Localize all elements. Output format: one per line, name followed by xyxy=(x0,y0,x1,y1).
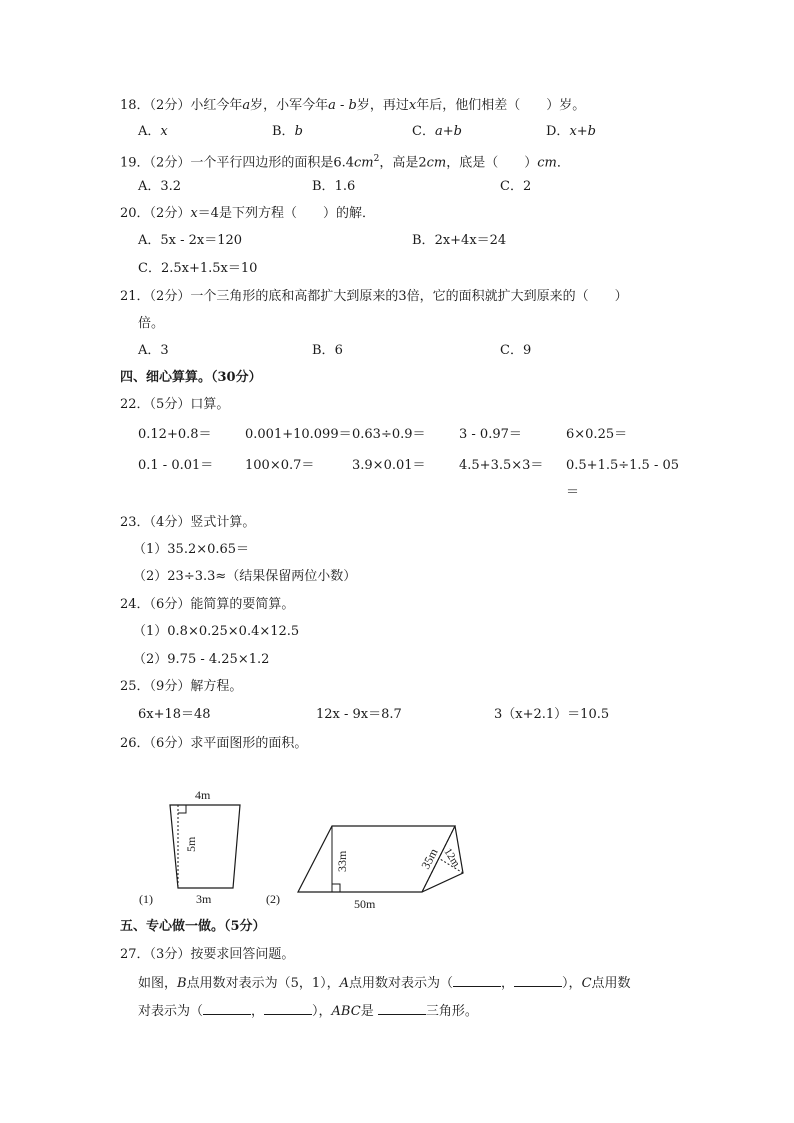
trapezoid-height-label: 5m xyxy=(184,836,198,852)
right-angle-mark xyxy=(178,805,186,813)
section-5-heading: 五、专心做一做。（5分） xyxy=(120,919,266,934)
blank-triangle-type[interactable] xyxy=(378,1001,426,1015)
q22-r1c1: 0.12+0.8＝ xyxy=(138,427,212,442)
diagonal-label: 35m xyxy=(418,845,441,872)
q22-r2c1: 0.1 - 0.01＝ xyxy=(138,458,214,473)
q22-r2c3: 3.9×0.01＝ xyxy=(352,458,426,473)
q18-option-b: B．b xyxy=(272,124,303,139)
triangle-height-label: 12m xyxy=(441,846,462,870)
trapezoid-top-label: 4m xyxy=(195,788,211,802)
blank-a-y[interactable] xyxy=(514,973,562,987)
parallelogram-height-label: 33m xyxy=(335,850,349,872)
q22-r2c4: 4.5+3.5×3＝ xyxy=(459,458,544,473)
q18-option-d: D．x+b xyxy=(546,124,596,139)
q22-r1c5: 6×0.25＝ xyxy=(566,427,628,442)
q22-r2c2: 100×0.7＝ xyxy=(245,458,315,473)
q25-eq-1: 6x+18＝48 xyxy=(138,707,211,722)
q21-stem: 21．（2分）一个三角形的底和高都扩大到原来的3倍，它的面积就扩大到原来的（ ） xyxy=(120,289,628,304)
q25-stem: 25．（9分）解方程。 xyxy=(120,679,243,694)
q27-line-2: 对表示为（ ， ），ABC是 三角形。 xyxy=(138,1001,478,1021)
q21-stem-cont: 倍。 xyxy=(138,316,165,331)
q19-option-c: C．2 xyxy=(500,179,532,194)
q25-eq-2: 12x - 9x＝8.7 xyxy=(316,707,402,722)
q22-stem: 22．（5分）口算。 xyxy=(120,397,230,412)
q19-stem: 19．（2分）一个平行四边形的面积是$6.4cm^2$，高是2cm，底是（ ）cm． xyxy=(120,154,570,171)
q24-item-1: （1）0.8×0.25×0.4×12.5 xyxy=(133,624,300,639)
q24-item-2: （2）9.75 - 4.25×1.2 xyxy=(133,652,270,667)
q22-r2c5: 0.5+1.5÷1.5 - 05 xyxy=(566,458,680,473)
q20-option-b: B．2x+4x＝24 xyxy=(412,233,507,248)
q22-r2c5-cont: ＝ xyxy=(566,485,580,500)
q21-option-c: C．9 xyxy=(500,343,532,358)
trapezoid-shape xyxy=(170,805,240,888)
q26-stem: 26．（6分）求平面图形的面积。 xyxy=(120,736,308,751)
parallelogram-base-label: 50m xyxy=(354,897,376,911)
q20-stem: 20．（2分）x＝4是下列方程（ ）的解． xyxy=(120,206,375,221)
q18-option-a: A．x xyxy=(138,124,168,139)
q21-option-a: A．3 xyxy=(138,343,169,358)
q27-line-1: 如图，B点用数对表示为（5，1），A点用数对表示为（ ， ），C点用数 xyxy=(138,973,631,993)
figure-1-label: (1) xyxy=(139,892,153,906)
trapezoid-bottom-label: 3m xyxy=(196,892,212,906)
q19-option-a: A．3.2 xyxy=(138,179,182,194)
q23-item-1: （1）35.2×0.65＝ xyxy=(133,542,250,557)
blank-a-x[interactable] xyxy=(453,973,501,987)
q25-eq-3: 3（x+2.1）＝10.5 xyxy=(494,707,610,722)
q23-stem: 23．（4分）竖式计算。 xyxy=(120,515,256,530)
blank-c-y[interactable] xyxy=(264,1001,312,1015)
q21-option-b: B．6 xyxy=(312,343,343,358)
figure-2-label: (2) xyxy=(266,892,280,906)
q22-r1c2: 0.001+10.099＝ xyxy=(245,427,352,442)
q20-option-c: C．2.5x+1.5x＝10 xyxy=(138,261,258,276)
section-4-heading: 四、细心算算。（30分） xyxy=(120,370,262,385)
q27-stem: 27．（3分）按要求回答问题。 xyxy=(120,947,295,962)
q22-r1c3: 0.63÷0.9＝ xyxy=(352,427,426,442)
q22-r1c4: 3 - 0.97＝ xyxy=(459,427,522,442)
q20-option-a: A．5x - 2x＝120 xyxy=(138,233,243,248)
right-angle-mark-2 xyxy=(332,884,340,892)
q19-option-b: B．1.6 xyxy=(312,179,356,194)
q23-item-2: （2）23÷3.3≈（结果保留两位小数） xyxy=(133,569,357,584)
blank-c-x[interactable] xyxy=(203,1001,251,1015)
q18-option-c: C．a+b xyxy=(412,124,462,139)
q18-stem: 18．（2分）小红今年a岁，小军今年a - b岁，再过x年后，他们相差（ ）岁。 xyxy=(120,98,586,113)
q24-stem: 24．（6分）能简算的要简算。 xyxy=(120,597,295,612)
